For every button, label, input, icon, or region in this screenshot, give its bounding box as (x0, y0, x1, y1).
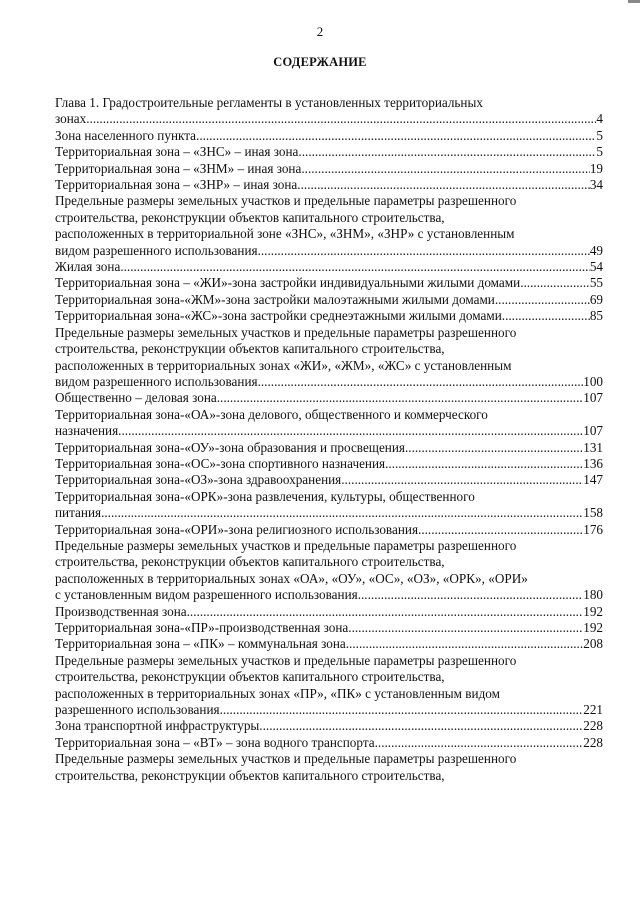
toc-entry-title: разрешенного использования (55, 702, 220, 718)
dot-leader (385, 456, 583, 472)
dot-leader (297, 177, 590, 193)
toc-entry-line: расположенных в территориальных зонах «ОА», «ОУ», «ОС», «ОЗ», «ОРК», «ОРИ» (55, 570, 528, 586)
toc-entry-last-line (55, 456, 603, 472)
toc-entry[interactable] (55, 718, 603, 734)
toc-entry-last-line (55, 243, 603, 259)
toc-entry-line: расположенных в территориальных зонах «ПР», «ПК» с установленным видом (55, 685, 500, 701)
dot-leader (298, 144, 596, 160)
dot-leader (196, 128, 596, 144)
toc-entry-title: питания (55, 505, 102, 521)
toc-entry-title: Территориальная зона – «ЖИ»-зона застройки индивидуальными жилыми домами (55, 275, 521, 291)
toc-entry-line: строительства, реконструкции объектов капитального строительства, (55, 669, 445, 685)
toc-entry-title: Территориальная зона – «ПК» – коммунальная зона (55, 636, 346, 652)
toc-entry-title: Зона населенного пункта (55, 127, 197, 143)
toc-entry-line: Глава 1. Градостроительные регламенты в установленных территориальных (55, 95, 483, 110)
toc-entry-last-line (55, 472, 603, 488)
scan-corner-mark (628, 0, 640, 3)
toc-entry-page-number: 100 (583, 373, 603, 389)
toc-entry-title: Территориальная зона-«ОУ»-зона образования и просвещения (55, 439, 405, 455)
toc-entry-last-line (55, 636, 603, 652)
toc-entry[interactable] (55, 456, 603, 472)
toc-entry-last-line (55, 275, 603, 291)
dot-leader (259, 718, 583, 734)
toc-entry[interactable] (55, 538, 603, 604)
toc-entry[interactable] (55, 275, 603, 291)
toc-entry[interactable] (55, 522, 603, 538)
dot-leader (495, 292, 590, 308)
dot-leader (86, 111, 596, 127)
toc-entry[interactable] (55, 604, 603, 620)
dot-leader (258, 243, 590, 259)
toc-entry[interactable] (55, 161, 603, 177)
toc-entry-line: строительства, реконструкции объектов капитального строительства, (55, 341, 445, 357)
toc-entry-title: Территориальная зона – «ЗНС» – иная зона (55, 144, 299, 160)
toc-entry-title: Территориальная зона-«ОЗ»-зона здравоохранения (55, 472, 342, 488)
dot-leader (358, 587, 584, 603)
toc-entry-line: расположенных в территориальной зоне «ЗНС», «ЗНМ», «ЗНР» с установленным (55, 226, 515, 242)
toc-entry-last-line (55, 587, 603, 603)
toc-entry[interactable] (55, 620, 603, 636)
toc-entry[interactable] (55, 308, 603, 324)
toc-entry-title: Производственная зона (55, 603, 187, 619)
toc-entry-last-line (55, 718, 603, 734)
dot-leader (258, 374, 584, 390)
toc-entry[interactable] (55, 95, 603, 128)
dot-leader (101, 505, 583, 521)
dot-leader (118, 423, 583, 439)
toc-entry-last-line (55, 177, 603, 193)
toc-entry-page-number: 131 (583, 439, 603, 455)
toc-entry[interactable] (55, 440, 603, 456)
toc-entry-last-line (55, 522, 603, 538)
toc-entry[interactable] (55, 390, 603, 406)
toc-entry[interactable] (55, 292, 603, 308)
toc-entry-last-line (55, 604, 603, 620)
toc-entry-line: Территориальная зона-«ОРК»-зона развлечения, культуры, общественного (55, 488, 475, 504)
toc-entry-page-number: 136 (583, 455, 603, 471)
dot-leader (217, 390, 583, 406)
toc-entry-page-number: 180 (583, 587, 603, 603)
toc-entry-title: Общественно – деловая зона (55, 390, 217, 406)
toc-entry-line: Предельные размеры земельных участков и предельные параметры разрешенного (55, 324, 517, 340)
toc-entry-last-line (55, 128, 603, 144)
dot-leader (301, 161, 589, 177)
dot-leader (220, 702, 584, 718)
toc-entry-line: Предельные размеры земельных участков и предельные параметры разрешенного (55, 652, 517, 668)
dot-leader (120, 259, 590, 275)
dot-leader (520, 275, 590, 291)
toc-entry-last-line (55, 735, 603, 751)
toc-entry-title: Территориальная зона – «ЗНР» – иная зона (55, 177, 298, 193)
dot-leader (187, 604, 584, 620)
toc-entry-title: Территориальная зона-«ПР»-производственная зона (55, 620, 349, 635)
toc-entry-line: строительства, реконструкции объектов капитального строительства, (55, 767, 445, 783)
toc-entry-last-line (55, 440, 603, 456)
toc-entry-page-number: 4 (596, 111, 603, 127)
toc-entry-page-number: 85 (589, 308, 603, 324)
toc-entry-page-number: 147 (583, 472, 603, 488)
toc-entry-last-line (55, 292, 603, 308)
dot-leader (375, 735, 584, 751)
toc-entry-last-line (55, 374, 603, 390)
toc-entry-last-line (55, 505, 603, 521)
toc-entry[interactable] (55, 259, 603, 275)
toc-entry-title: Зона транспортной инфраструктуры (55, 718, 260, 734)
toc-entry-line: строительства, реконструкции объектов капитального строительства, (55, 554, 445, 570)
toc-entry-line: строительства, реконструкции объектов капитального строительства, (55, 209, 445, 225)
toc-entry-page-number: 19 (589, 160, 603, 176)
toc-entry-title: видом разрешенного использования (55, 373, 258, 389)
dot-leader (405, 440, 583, 456)
toc-entry[interactable] (55, 193, 603, 259)
toc-entry-page-number: 221 (583, 702, 603, 718)
toc-entry[interactable] (55, 636, 603, 652)
toc-entry-title: назначения (55, 423, 119, 439)
toc-entry[interactable] (55, 489, 603, 522)
toc-entry-title: Территориальная зона-«ЖМ»-зона застройки малоэтажными жилыми домами (55, 291, 495, 307)
toc-entry[interactable] (55, 653, 603, 719)
toc-entry-line: Предельные размеры земельных участков и предельные параметры разрешенного (55, 751, 517, 767)
page-number: 2 (316, 24, 324, 39)
dot-leader (502, 308, 590, 324)
toc-title: СОДЕРЖАНИЕ (273, 55, 367, 69)
toc-entry-page-number: 107 (583, 423, 603, 439)
toc-entry-last-line (55, 390, 603, 406)
toc-entry-last-line (55, 144, 603, 160)
toc-entry[interactable] (55, 751, 603, 784)
toc-entry-page-number: 176 (583, 521, 603, 537)
toc-entry-page-number: 34 (589, 177, 603, 193)
toc-entry[interactable] (55, 325, 603, 391)
toc-entry-page-number: 158 (583, 505, 603, 521)
toc-entry-title: зонах (55, 111, 87, 127)
dot-leader (348, 620, 583, 636)
toc-entry-line: расположенных в территориальных зонах «ЖИ», «ЖМ», «ЖС» с установленным (55, 357, 512, 373)
toc-entry-page-number: 69 (589, 291, 603, 307)
toc-entry[interactable] (55, 128, 603, 144)
toc-entry-title: Территориальная зона-«ЖС»-зона застройки среднеэтажными жилыми домами (55, 308, 502, 324)
toc-entry-last-line (55, 702, 603, 718)
toc-entry[interactable] (55, 735, 603, 751)
toc-entry[interactable] (55, 472, 603, 488)
toc-entry-last-line (55, 111, 603, 127)
toc-entry-title: видом разрешенного использования (55, 242, 258, 258)
toc-entry-page-number: 54 (589, 259, 603, 275)
toc-entry-last-line (55, 620, 603, 636)
toc-entry-last-line (55, 308, 603, 324)
toc-entry-page-number: 228 (583, 734, 603, 750)
toc-entry-title: Территориальная зона – «ЗНМ» – иная зона (55, 160, 302, 176)
toc-entry-page-number: 49 (589, 242, 603, 258)
toc-entry-page-number: 192 (583, 620, 603, 635)
dot-leader (346, 636, 583, 652)
toc-entry-page-number: 5 (596, 144, 603, 160)
toc-entry-line: Предельные размеры земельных участков и предельные параметры разрешенного (55, 537, 517, 553)
toc-entry-last-line (55, 259, 603, 275)
toc-entry-page-number: 208 (583, 636, 603, 652)
toc-entry-last-line (55, 423, 603, 439)
dot-leader (341, 472, 583, 488)
toc-entry-title: Территориальная зона-«ОРИ»-зона религиозного использования (55, 521, 419, 537)
toc-entry-page-number: 55 (589, 275, 603, 291)
toc-entry-last-line (55, 161, 603, 177)
toc-entry-title: с установленным видом разрешенного использования (55, 587, 358, 603)
toc-entry-line: Предельные размеры земельных участков и предельные параметры разрешенного (55, 193, 517, 209)
toc-entry-title: Территориальная зона-«ОС»-зона спортивного назначения (55, 455, 386, 471)
toc-entry-page-number: 5 (596, 127, 603, 143)
toc-entry-page-number: 192 (583, 603, 603, 619)
toc-entry-page-number: 228 (583, 718, 603, 734)
toc-entry-title: Территориальная зона – «ВТ» – зона водного транспорта (55, 734, 375, 750)
toc-entry-page-number: 107 (583, 390, 603, 406)
toc-entry-line: Территориальная зона-«ОА»-зона делового, общественного и коммерческого (55, 406, 488, 422)
toc-entry[interactable] (55, 177, 603, 193)
table-of-contents (55, 95, 603, 784)
toc-entry-title: Жилая зона (55, 259, 121, 275)
dot-leader (418, 522, 583, 538)
toc-entry[interactable] (55, 144, 603, 160)
toc-entry[interactable] (55, 407, 603, 440)
